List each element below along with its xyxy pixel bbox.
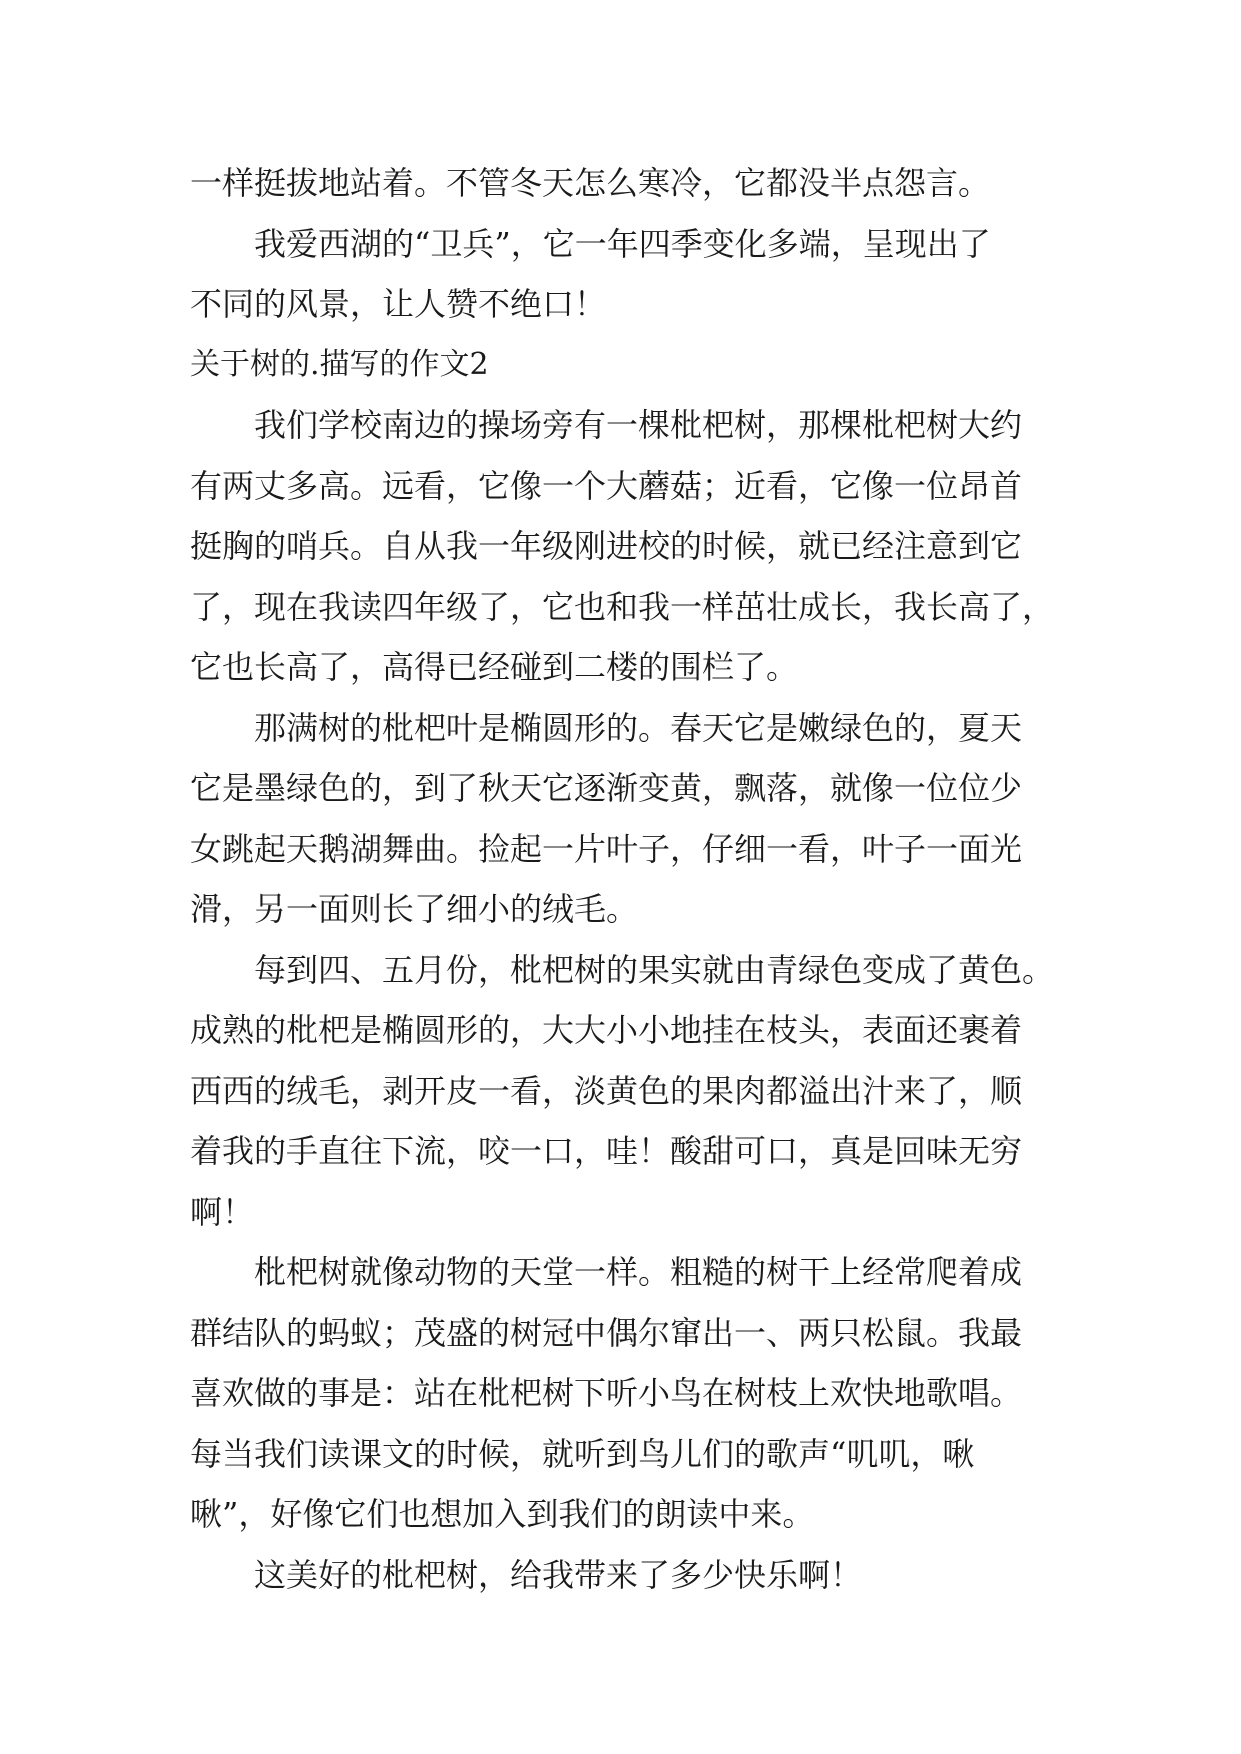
text-line: 每当我们读课文的时候，就听到鸟儿们的歌声“叽叽，啾 [190,1434,975,1473]
text-line: 枇杷树就像动物的天堂一样。粗糙的树干上经常爬着成 [254,1253,1023,1291]
text-line: 我爱西湖的“卫兵”，它一年四季变化多端，呈现出了 [254,224,991,263]
text-line: 西西的绒毛，剥开皮一看，淡黄色的果肉都溢出汁来了，顺 [190,1071,1023,1110]
text-line: 挺胸的哨兵。自从我一年级刚进校的时候，就已经注意到它 [190,527,1023,565]
text-line: 啊！ [190,1192,255,1231]
text-line: 一样挺拔地站着。不管冬天怎么寒冷，它都没半点怨言。 [190,164,991,202]
section-heading: 关于树的.描写的作文2 [190,346,489,382]
text-line: 了，现在我读四年级了，它也和我一样茁壮成长，我长高了， [190,587,1055,626]
text-line: 成熟的枇杷是椭圆形的，大大小小地挂在枝头，表面还裹着 [190,1011,1023,1049]
text-line: 啾”，好像它们也想加入到我们的朗读中来。 [190,1495,815,1533]
text-line: 这美好的枇杷树，给我带来了多少快乐啊！ [254,1555,863,1594]
text-line: 每到四、五月份，枇杷树的果实就由青绿色变成了黄色。 [254,950,1055,989]
text-line: 我们学校南边的操场旁有一棵枇杷树，那棵枇杷树大约 [254,406,1023,444]
text-line: 群结队的蚂蚁；茂盛的树冠中偶尔窜出一、两只松鼠。我最 [190,1313,1023,1352]
text-line: 它是墨绿色的，到了秋天它逐渐变黄，飘落，就像一位位少 [190,769,1023,807]
text-line: 那满树的枇杷叶是椭圆形的。春天它是嫩绿色的，夏天 [254,708,1023,747]
text-line: 滑，另一面则长了细小的绒毛。 [190,890,639,928]
text-line: 不同的风景，让人赞不绝口！ [190,285,607,323]
text-line: 有两丈多高。远看，它像一个大蘑菇；近看，它像一位昂首 [190,466,1023,505]
text-line: 着我的手直往下流，咬一口，哇！酸甜可口，真是回味无穷 [190,1132,1023,1170]
text-line: 它也长高了，高得已经碰到二楼的围栏了。 [190,648,799,686]
text-line: 女跳起天鹅湖舞曲。捡起一片叶子，仔细一看，叶子一面光 [190,829,1023,868]
document-body [190,153,1055,1605]
text-line: 喜欢做的事是：站在枇杷树下听小鸟在树枝上欢快地歌唱。 [190,1374,1023,1412]
